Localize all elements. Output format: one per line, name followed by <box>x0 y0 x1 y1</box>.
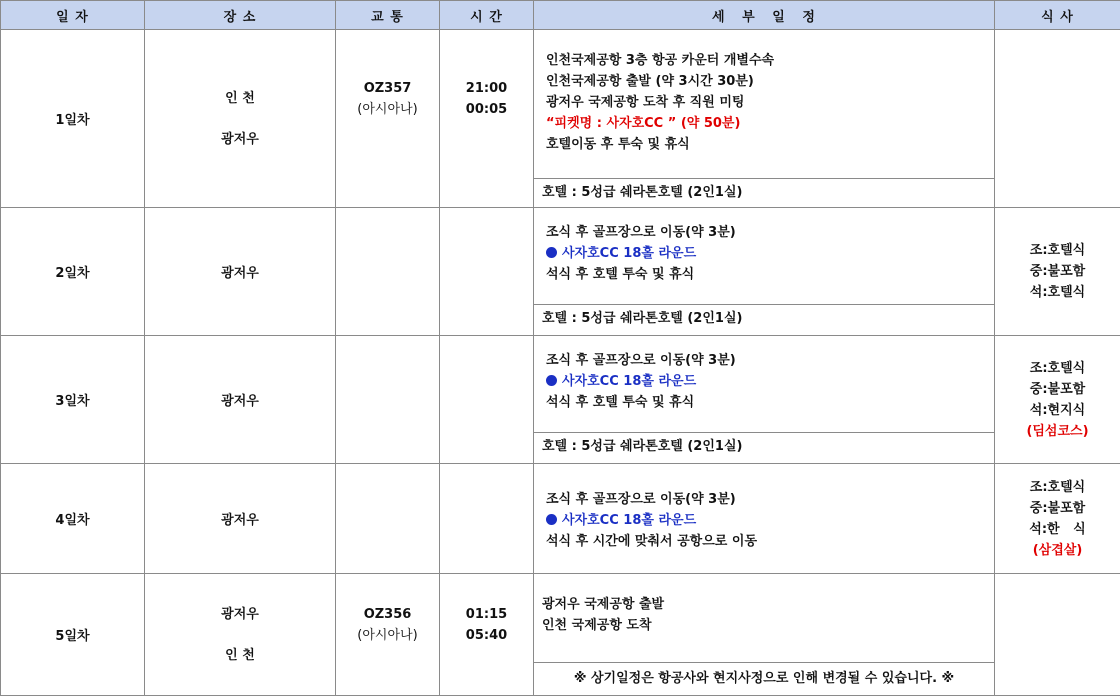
day-row-3 <box>1 336 1120 464</box>
place-arrival: 인 천 <box>225 647 255 663</box>
golf-round-label: 사자호CC 18홀 라운드 <box>562 246 697 261</box>
place-cell <box>145 30 336 208</box>
time-cell <box>440 30 534 208</box>
header-day: 일 자 <box>1 1 145 30</box>
time-cell <box>440 336 534 464</box>
day-cell: 2일차 <box>1 208 145 336</box>
time-departure: 21:00 <box>465 81 508 96</box>
time-departure: 01:15 <box>465 607 508 622</box>
header-row <box>1 1 1120 30</box>
detail-line: 인천국제공항 출발 (약 3시간 30분) <box>546 74 754 89</box>
meal-cell <box>995 208 1120 336</box>
day-row-1 <box>1 30 1120 208</box>
detail-cell <box>534 30 995 208</box>
day-row-2 <box>1 208 1120 336</box>
bullet-dot-icon <box>546 247 557 258</box>
day-cell: 1일차 <box>1 30 145 208</box>
picket-name: “피켓명 : 사자호CC ” (약 50분) <box>546 116 741 131</box>
day-cell: 3일차 <box>1 336 145 464</box>
header-detail: 세 부 일 정 <box>534 1 995 30</box>
time-cell <box>440 464 534 574</box>
detail-line: 석식 후 시간에 맞춰서 공항으로 이동 <box>546 534 757 549</box>
day-cell: 4일차 <box>1 464 145 574</box>
transport-cell <box>336 464 440 574</box>
time-arrival: 00:05 <box>465 102 508 117</box>
hotel-info: 호텔 : 5성급 쉐라톤호텔 (2인1실) <box>534 304 994 333</box>
detail-line: 석식 후 호텔 투숙 및 휴식 <box>546 395 695 410</box>
golf-round <box>546 243 982 264</box>
meal-breakfast: 조:호텔식 <box>1029 243 1086 258</box>
place-departure: 인 천 <box>225 90 255 106</box>
day-row-4 <box>1 464 1120 574</box>
header-time: 시 간 <box>440 1 534 30</box>
detail-line: 호텔이동 후 투숙 및 휴식 <box>546 137 690 152</box>
detail-line: 석식 후 호텔 투숙 및 휴식 <box>546 267 695 282</box>
meal-lunch: 중:불포함 <box>1029 500 1086 516</box>
detail-cell <box>534 464 995 574</box>
header-transport: 교 통 <box>336 1 440 30</box>
place-cell: 광저우 <box>145 208 336 336</box>
place-cell: 광저우 <box>145 464 336 574</box>
golf-round <box>546 510 982 531</box>
transport-cell <box>336 30 440 208</box>
header-place: 장 소 <box>145 1 336 30</box>
meal-note: (딤섬코스) <box>1026 423 1089 439</box>
time-cell <box>440 208 534 336</box>
detail-line: 광저우 국제공항 출발 <box>542 597 665 612</box>
place-arrival: 광저우 <box>221 131 259 147</box>
day-row-5 <box>1 574 1120 696</box>
detail-cell <box>534 574 995 696</box>
header-meal: 식 사 <box>995 1 1120 30</box>
airline-name: (아시아나) <box>357 628 418 643</box>
hotel-info: 호텔 : 5성급 쉐라톤호텔 (2인1실) <box>534 432 994 461</box>
meal-cell <box>995 464 1120 574</box>
detail-line: 조식 후 골프장으로 이동(약 3분) <box>546 225 736 240</box>
golf-round-label: 사자호CC 18홀 라운드 <box>562 374 697 389</box>
place-cell: 광저우 <box>145 336 336 464</box>
bullet-dot-icon <box>546 514 557 525</box>
golf-round-label: 사자호CC 18홀 라운드 <box>562 513 697 528</box>
detail-line: 조식 후 골프장으로 이동(약 3분) <box>546 353 736 368</box>
meal-note: (삼겹살) <box>1032 542 1083 558</box>
transport-cell <box>336 336 440 464</box>
meal-cell <box>995 574 1120 696</box>
meal-dinner: 석:호텔식 <box>1029 285 1086 300</box>
meal-cell <box>995 30 1120 208</box>
bullet-dot-icon <box>546 375 557 386</box>
golf-round <box>546 371 982 392</box>
flight-number: OZ356 <box>363 607 412 622</box>
detail-cell <box>534 208 995 336</box>
day-cell: 5일차 <box>1 574 145 696</box>
detail-cell <box>534 336 995 464</box>
meal-breakfast: 조:호텔식 <box>1029 360 1086 376</box>
meal-lunch: 중:불포함 <box>1029 381 1086 397</box>
meal-dinner: 석:한 식 <box>1029 521 1086 537</box>
meal-dinner: 석:현지식 <box>1029 402 1086 418</box>
place-cell <box>145 574 336 696</box>
detail-line: 조식 후 골프장으로 이동(약 3분) <box>546 492 736 507</box>
flight-number: OZ357 <box>363 81 412 96</box>
transport-cell <box>336 574 440 696</box>
detail-line: 인천국제공항 3층 항공 카운터 개별수속 <box>546 53 775 68</box>
transport-cell <box>336 208 440 336</box>
detail-line: 광저우 국제공항 도착 후 직원 미팅 <box>546 95 745 110</box>
meal-lunch: 중:불포함 <box>1029 264 1086 279</box>
time-cell <box>440 574 534 696</box>
meal-cell <box>995 336 1120 464</box>
detail-line: 인천 국제공항 도착 <box>542 618 652 633</box>
time-arrival: 05:40 <box>465 628 508 643</box>
hotel-info: 호텔 : 5성급 쉐라톤호텔 (2인1실) <box>534 178 994 207</box>
schedule-notice: ※ 상기일정은 항공사와 현지사정으로 인해 변경될 수 있습니다. ※ <box>534 662 994 695</box>
airline-name: (아시아나) <box>357 102 418 117</box>
meal-breakfast: 조:호텔식 <box>1029 479 1086 495</box>
place-departure: 광저우 <box>221 606 259 622</box>
